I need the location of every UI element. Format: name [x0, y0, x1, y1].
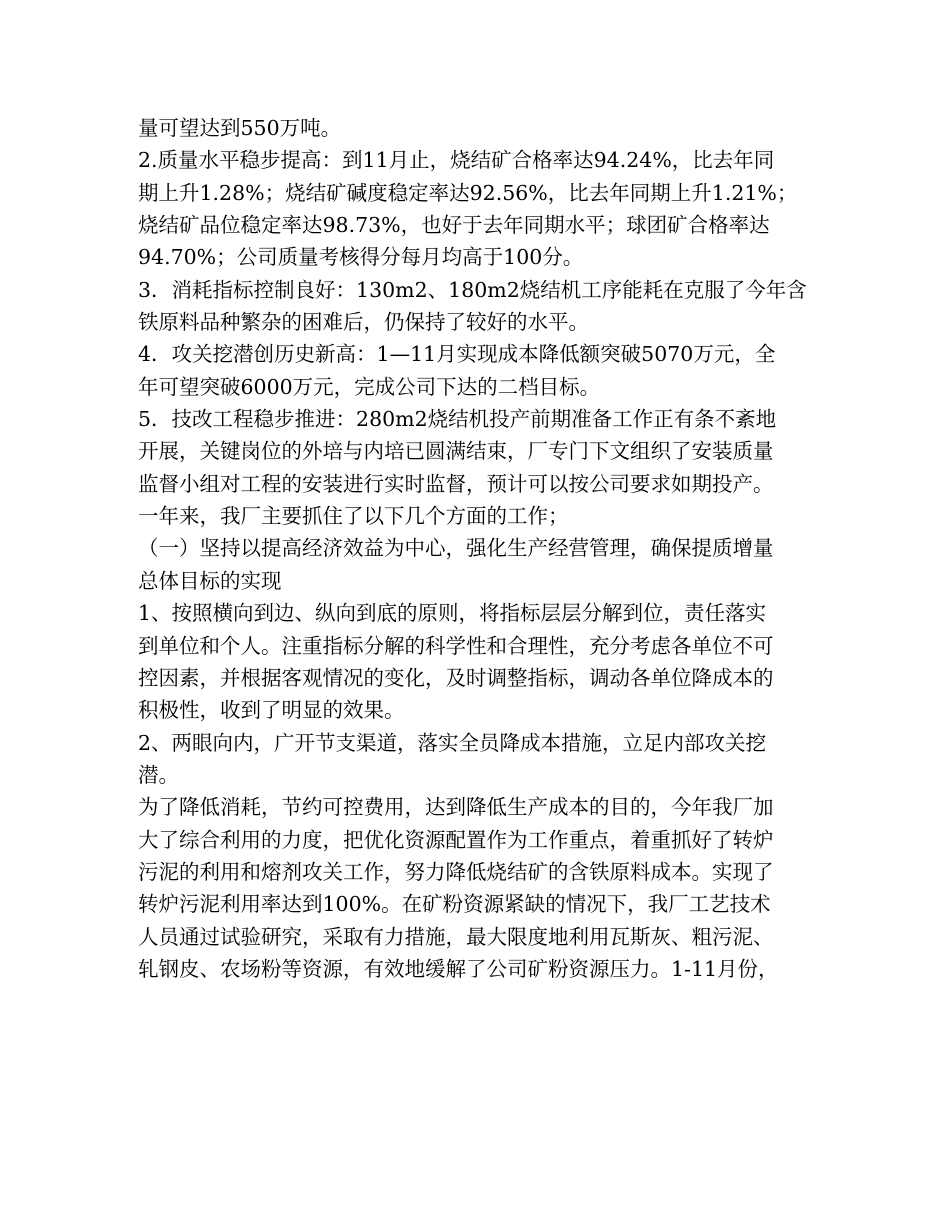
text-line: 监督小组对工程的安装进行实时监督，预计可以按公司要求如期投产。	[138, 471, 774, 496]
text-line: 到单位和个人。注重指标分解的科学性和合理性，充分考虑各单位不可	[138, 633, 774, 658]
text-line: 2、两眼向内，广开节支渠道，落实全员降成本措施，立足内部攻关挖	[138, 730, 767, 755]
text-line: 期上升1.28%；烧结矿碱度稳定率达92.56%，比去年同期上升1.21%；	[138, 180, 798, 205]
text-line: 铁原料品种繁杂的困难后，仍保持了较好的水平。	[138, 310, 589, 335]
text-line: 潜。	[138, 762, 179, 787]
text-line: 一年来，我厂主要抓住了以下几个方面的工作；	[138, 504, 569, 529]
text-line: 4．攻关挖潜创历史新高：1—11月实现成本降低额突破5070万元，全	[138, 342, 776, 367]
text-line: 积极性，收到了明显的效果。	[138, 698, 405, 723]
text-line: 量可望达到550万吨。	[138, 116, 342, 140]
text-line: 轧钢皮、农场粉等资源，有效地缓解了公司矿粉资源压力。1-11月份，	[138, 956, 779, 981]
text-line: 烧结矿品位稳定率达98.73%，也好于去年同期水平；球团矿合格率达	[138, 213, 770, 238]
text-line: 5．技改工程稳步推进：280m2烧结机投产前期准备工作正有条不紊地	[138, 407, 777, 432]
text-line: 人员通过试验研究，采取有力措施，最大限度地利用瓦斯灰、粗污泥、	[138, 924, 774, 949]
text-line: 控因素，并根据客观情况的变化，及时调整指标，调动各单位降成本的	[138, 665, 774, 690]
text-line: （一）坚持以提高经济效益为中心，强化生产经营管理，确保提质增量	[138, 536, 774, 561]
text-line: 1、按照横向到边、纵向到底的原则，将指标层层分解到位，责任落实	[138, 601, 767, 626]
text-line: 开展，关键岗位的外培与内培已圆满结束，厂专门下文组织了安装质量	[138, 439, 774, 464]
text-line: 为了降低消耗，节约可控费用，达到降低生产成本的目的，今年我厂加	[138, 795, 774, 820]
text-line: 3．消耗指标控制良好：130m2、180m2烧结机工序能耗在克服了今年含	[138, 277, 807, 302]
text-line: 大了综合利用的力度，把优化资源配置作为工作重点，着重抓好了转炉	[138, 827, 774, 852]
document-body	[138, 112, 828, 985]
text-line: 94.70%；公司质量考核得分每月均高于100分。	[138, 245, 584, 270]
text-line: 2.质量水平稳步提高：到11月止，烧结矿合格率达94.24%，比去年同	[138, 148, 775, 173]
text-line: 污泥的利用和熔剂攻关工作，努力降低烧结矿的含铁原料成本。实现了	[138, 859, 774, 884]
text-line: 年可望突破6000万元，完成公司下达的二档目标。	[138, 374, 601, 399]
text-line: 总体目标的实现	[138, 568, 282, 593]
text-line: 转炉污泥利用率达到100%。在矿粉资源紧缺的情况下，我厂工艺技术	[138, 892, 771, 917]
